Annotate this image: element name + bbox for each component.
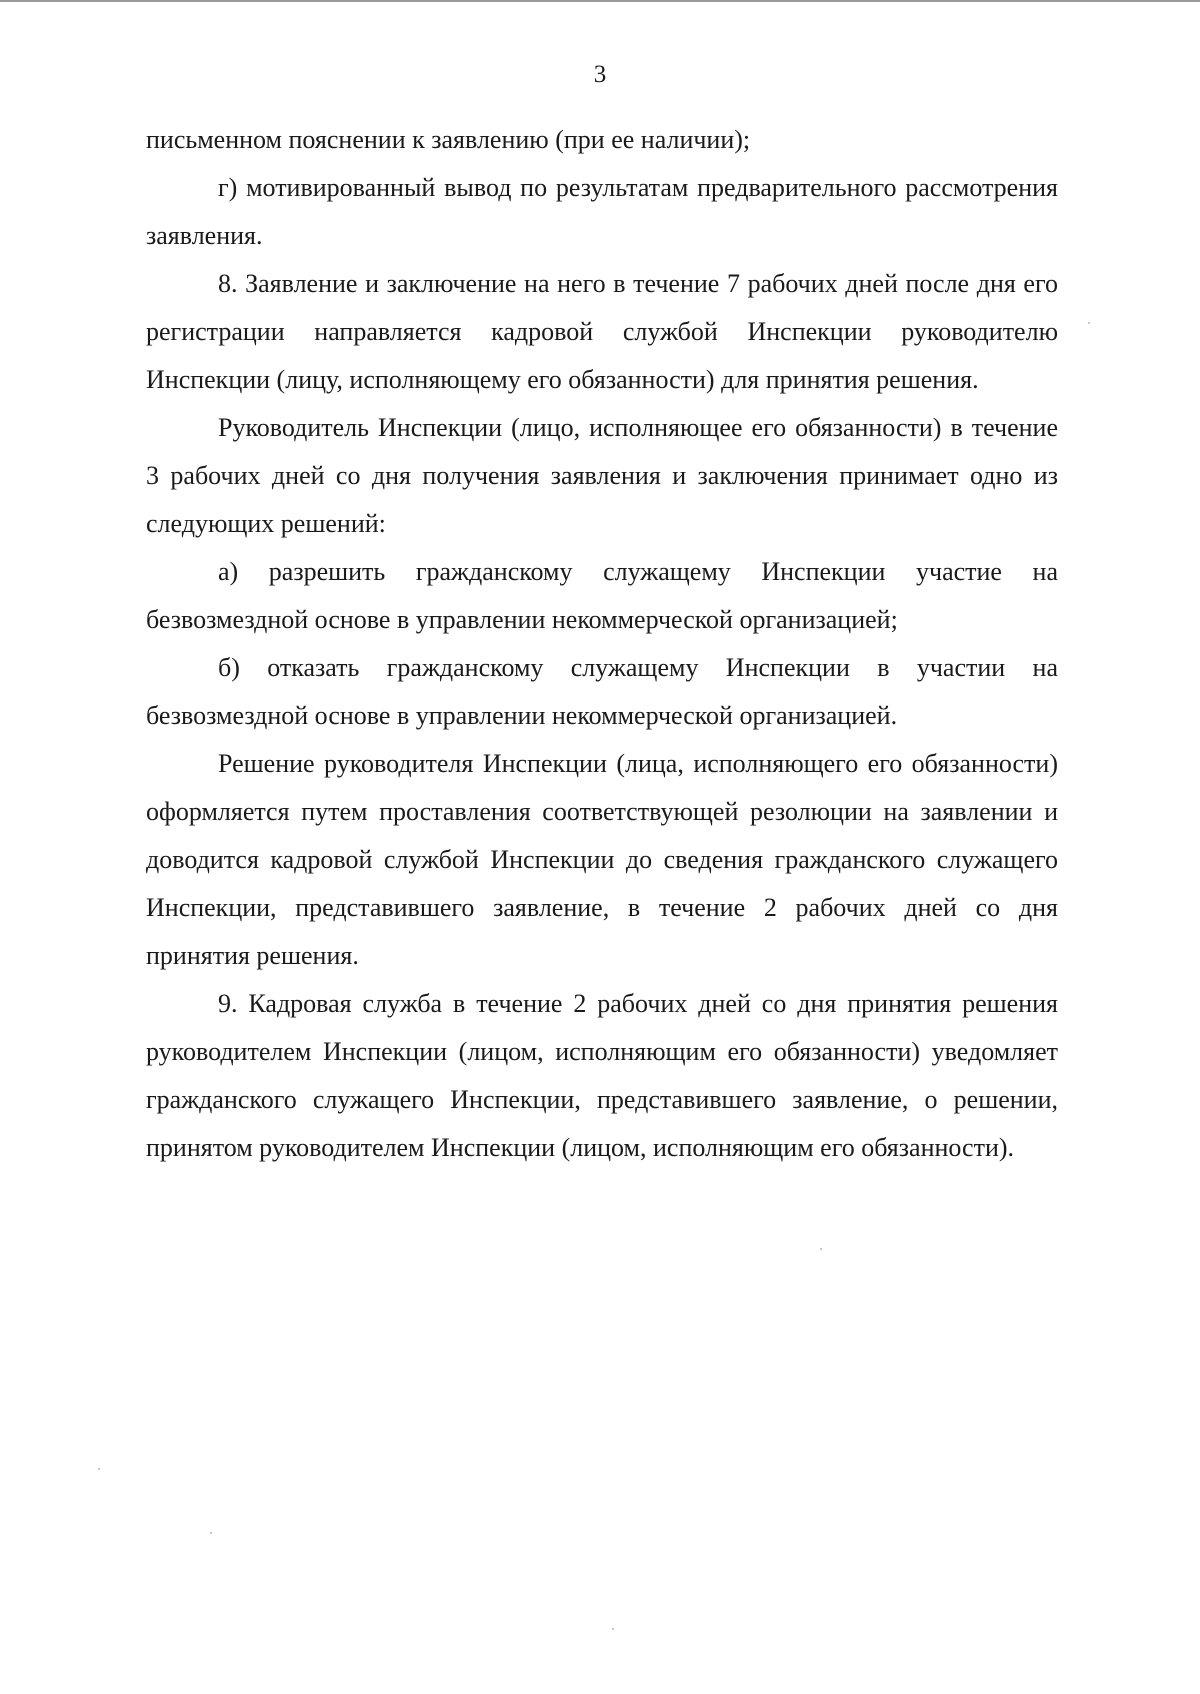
- scan-speck: [1088, 322, 1090, 324]
- scan-speck: [820, 1248, 822, 1250]
- scan-speck: [98, 1468, 100, 1470]
- paragraph-continuation: письменном пояснении к заявлению (при ее наличии);: [146, 125, 751, 154]
- page-number: 3: [593, 61, 607, 88]
- paragraph-clause-9: 9. Кадровая служба в течение 2 рабочих дней со дня принятия решения руководителем Инспекции (лицом, исполняющим его обязанности) уведомляет гражданского служащего Инспекции, представившего заявление, о решении, принятом руководителем Инспекции (лицом, исполняющим его обязанности).: [146, 989, 1058, 1162]
- paragraph-option-a: а) разрешить гражданскому служащему Инспекции участие на безвозмездной основе в управлении некоммерческой организацией;: [146, 557, 1058, 634]
- page-top-edge: [0, 0, 1200, 2]
- scan-speck: [612, 1628, 614, 1630]
- document-body: [146, 116, 1058, 1172]
- paragraph-option-b: б) отказать гражданскому служащему Инспекции в участии на безвозмездной основе в управлении некоммерческой организацией.: [146, 653, 1058, 730]
- paragraph-clause-8: 8. Заявление и заключение на него в течение 7 рабочих дней после дня его регистрации направляется кадровой службой Инспекции руководителю Инспекции (лицу, исполняющему его обязанности) для принятия решения.: [146, 269, 1058, 394]
- paragraph-item-g: г) мотивированный вывод по результатам предварительного рассмотрения заявления.: [146, 173, 1058, 250]
- scan-speck: [210, 1532, 212, 1534]
- paragraph-decision-formalization: Решение руководителя Инспекции (лица, исполняющего его обязанности) оформляется путем проставления соответствующей резолюции на заявлении и доводится кадровой службой Инспекции до сведения гражданского служащего Инспекции, представившего заявление, в течение 2 рабочих дней со дня принятия решения.: [146, 749, 1058, 970]
- paragraph-head-decision: Руководитель Инспекции (лицо, исполняющее его обязанности) в течение 3 рабочих дней со дня получения заявления и заключения принимает одно из следующих решений:: [146, 413, 1058, 538]
